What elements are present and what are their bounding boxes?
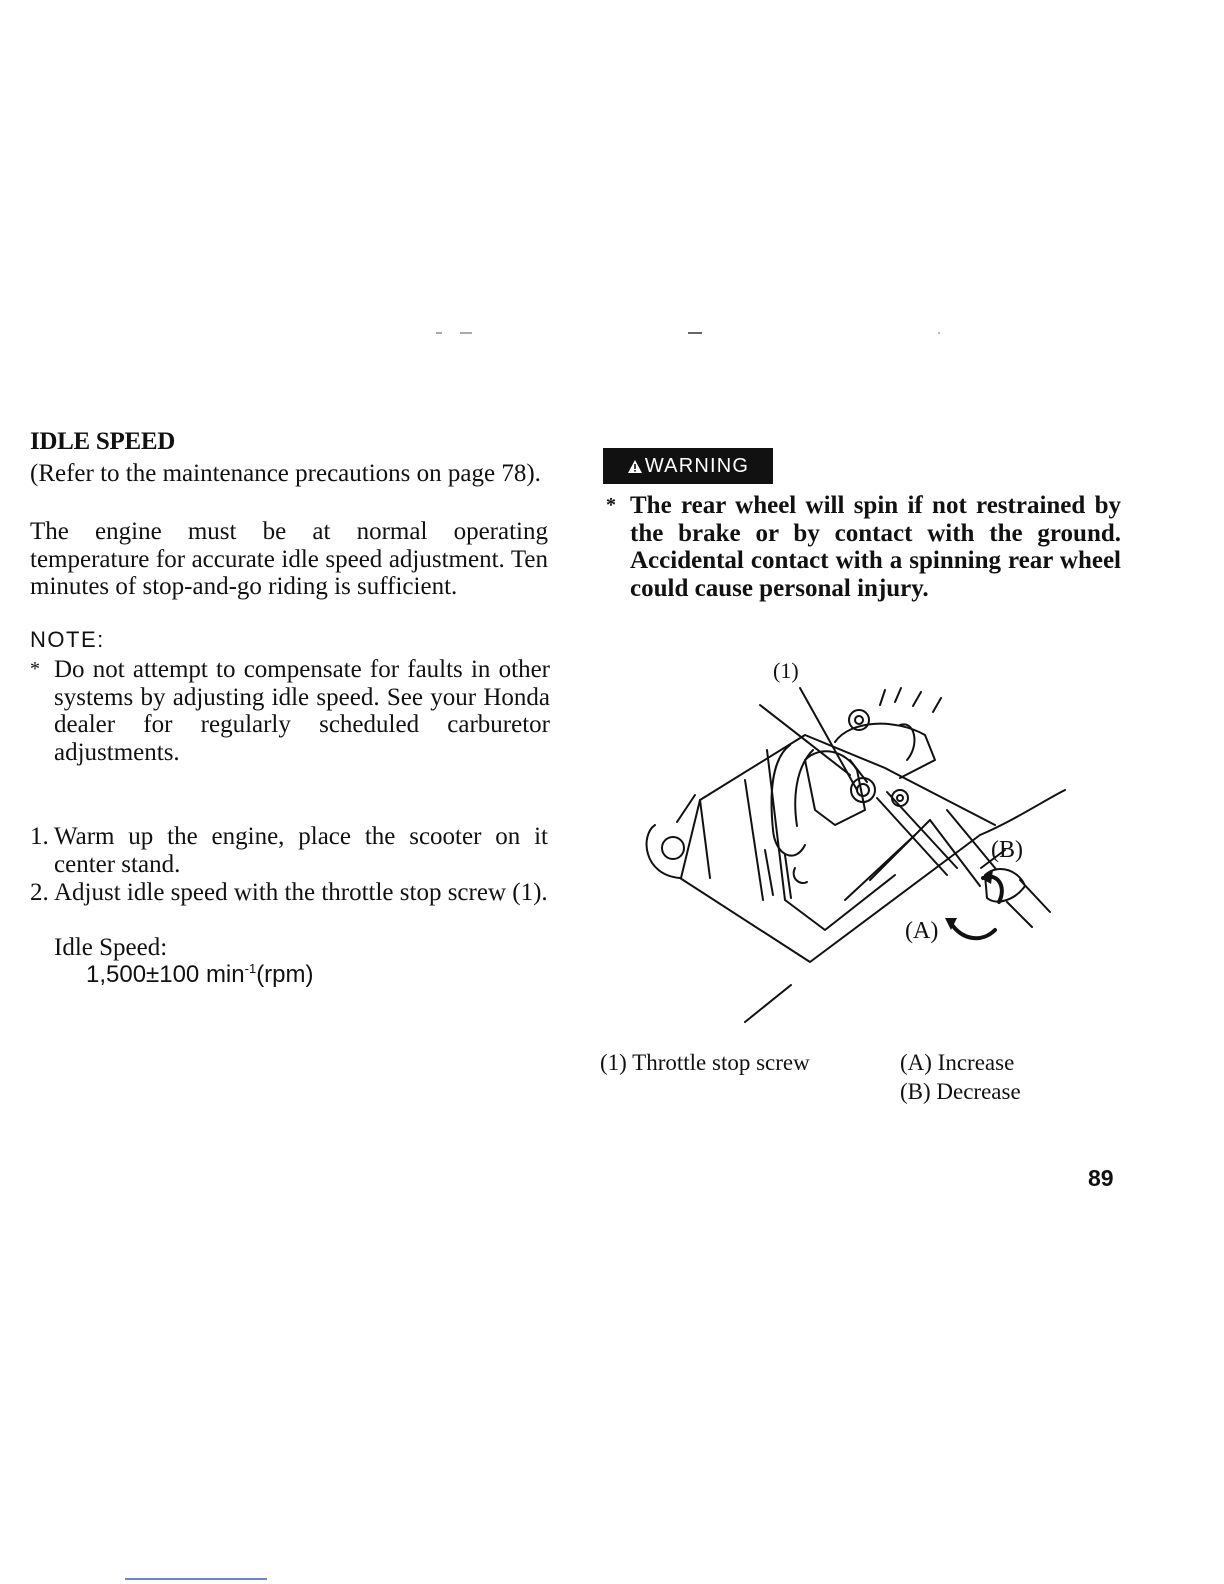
step-text: Warm up the engine, place the scooter on it center stand.	[54, 823, 548, 878]
caption-decrease: (B) Decrease	[900, 1079, 1021, 1104]
warning-bullet	[606, 492, 1121, 602]
idle-speed-spec	[86, 961, 314, 989]
warning-triangle-icon	[627, 459, 643, 474]
caption-increase: (A) Increase	[900, 1050, 1015, 1075]
caption-throttle-stop-screw: (1) Throttle stop screw	[600, 1050, 810, 1075]
unit-exponent: -1	[244, 961, 257, 976]
maintenance-reference: (Refer to the maintenance precautions on page 78).	[30, 460, 541, 487]
idle-speed-value: 1,500±100 min	[86, 961, 245, 988]
link-underline	[125, 1578, 267, 1580]
intro-paragraph: The engine must be at normal operating temperature for accurate idle speed adjustment. Ten minutes of stop-and-go riding is sufficient.	[30, 518, 548, 600]
throttle-stop-screw-illustration	[595, 650, 1075, 1030]
figure-label-1: (1)	[773, 658, 799, 683]
note-text: Do not attempt to compensate for faults in other systems by adjusting idle speed. See your Honda dealer for regularly scheduled carburetor adjustments.	[54, 656, 550, 766]
warning-badge	[603, 448, 773, 484]
idle-speed-label: Idle Speed:	[54, 934, 168, 961]
bullet-mark: *	[606, 494, 616, 516]
scan-marks	[430, 330, 950, 336]
note-label: NOTE:	[30, 627, 105, 652]
step-text: Adjust idle speed with the throttle stop screw (1).	[54, 879, 548, 906]
bullet-mark: *	[30, 658, 40, 680]
page-number: 89	[1088, 1165, 1114, 1191]
figure-label-a: (A)	[905, 918, 939, 944]
step-number: 2.	[30, 879, 49, 906]
unit-tail: (rpm)	[256, 961, 314, 988]
step-1	[30, 823, 548, 878]
section-title: IDLE SPEED	[30, 428, 175, 455]
note-bullet	[30, 656, 550, 766]
step-number: 1.	[30, 823, 49, 850]
warning-label: WARNING	[644, 454, 750, 477]
figure-label-b: (B)	[991, 837, 1023, 863]
step-2	[30, 879, 548, 907]
warning-text: The rear wheel will spin if not restrained by the brake or by contact with the ground. Accidental contact with a spinning rear wheel could cause personal injury.	[630, 492, 1121, 602]
